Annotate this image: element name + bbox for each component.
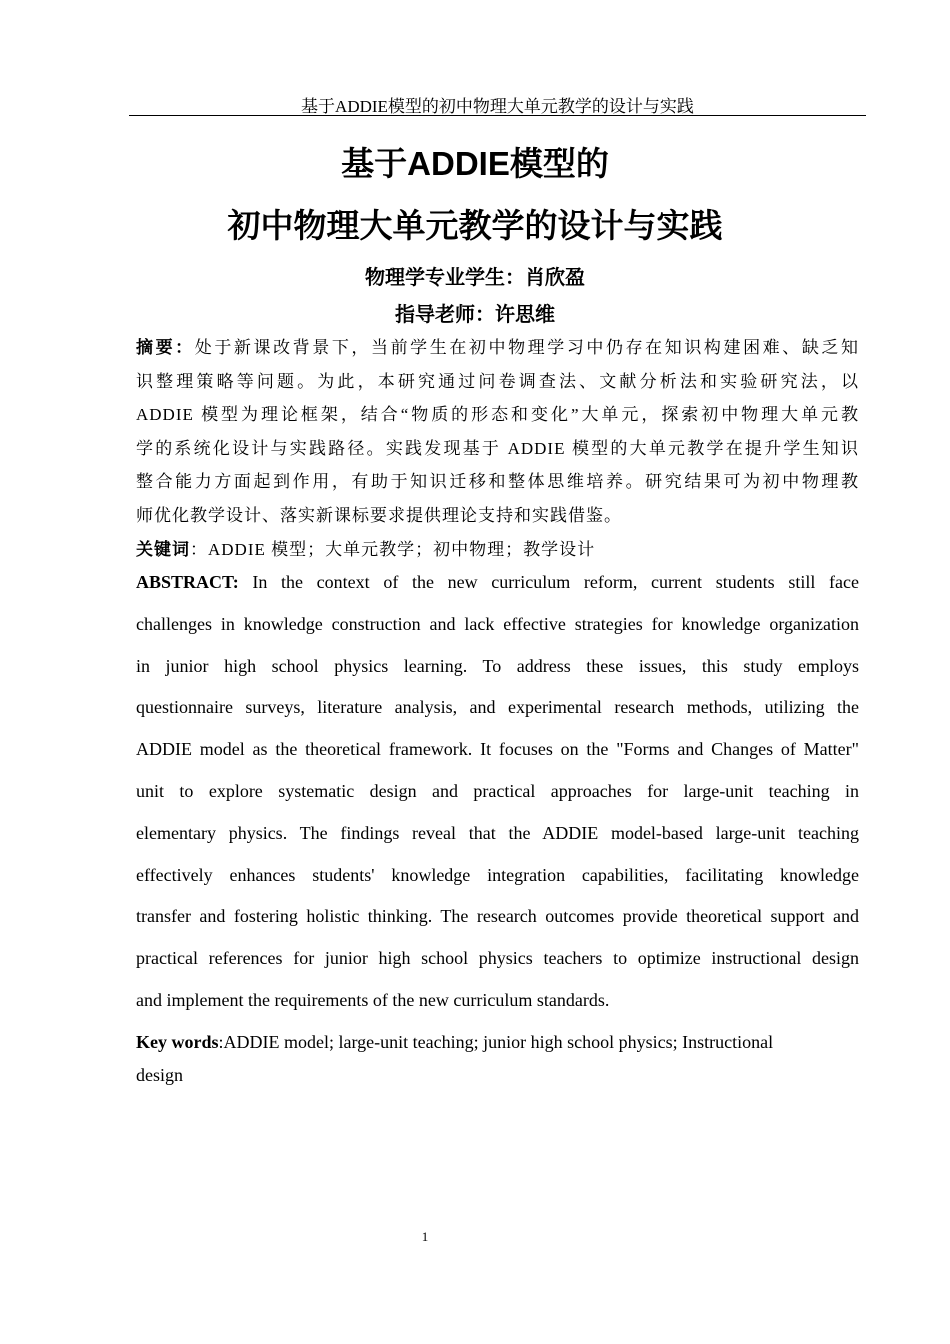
keywords-text: :ADDIE model; large-unit teaching; junior high school physics; Instructional (218, 1032, 774, 1052)
abstract-line: 识整理策略等问题。为此，本研究通过问卷调查法、文献分析法和实验研究法，以 (136, 371, 859, 391)
abstract-label-en: ABSTRACT: (136, 572, 239, 592)
abstract-line: In the context of the new curriculum reform, current students still face (238, 572, 859, 592)
abstract-line: challenges in knowledge construction and lack effective strategies for knowledge organization (136, 613, 859, 634)
title-line-2: 初中物理大单元教学的设计与实践 (227, 207, 723, 244)
abstract-line: 学的系统化设计与实践路径。实践发现基于 ADDIE 模型的大单元教学在提升学生知识 (136, 438, 859, 458)
abstract-line: 师优化教学设计、落实新课标要求提供理论支持和实践借鉴。 (136, 505, 622, 525)
abstract-line: in junior high school physics learning. To address these issues, this study employs (136, 655, 859, 676)
keywords-label: 关键词 (136, 539, 190, 559)
keywords-text: design (136, 1065, 183, 1085)
abstract-label: 摘要： (136, 338, 195, 357)
chinese-abstract (136, 331, 859, 566)
abstract-line: unit to explore systematic design and practical approaches for large-unit teaching in (136, 780, 859, 801)
title-line-1: 基于ADDIE模型的 (341, 145, 609, 182)
header-rule (129, 115, 866, 116)
running-header: 基于ADDIE模型的初中物理大单元教学的设计与实践 (301, 97, 694, 116)
abstract-line: ADDIE model as the theoretical framework. It focuses on the "Forms and Changes of Matter" (136, 739, 859, 760)
english-abstract (136, 562, 859, 1022)
abstract-line: 整合能力方面起到作用，有助于知识迁移和整体思维培养。研究结果可为初中物理教 (136, 472, 859, 492)
abstract-line: transfer and fostering holistic thinking. The research outcomes provide theoretical support and (136, 906, 859, 927)
abstract-line: effectively enhances students' knowledge integration capabilities, facilitating knowledge (136, 864, 859, 885)
english-keywords (136, 1026, 859, 1092)
abstract-line: elementary physics. The findings reveal that the ADDIE model-based large-unit teaching (136, 822, 859, 843)
author: 物理学专业学生：肖欣盈 (365, 267, 585, 289)
abstract-line: ADDIE 模型为理论框架，结合“物质的形态和变化”大单元，探索初中物理大单元教 (136, 405, 859, 425)
keywords-text: ：ADDIE 模型；大单元教学；初中物理；教学设计 (190, 539, 596, 559)
abstract-line: practical references for junior high school physics teachers to optimize instructional design (136, 948, 859, 969)
page-number: 1 (421, 1229, 429, 1244)
abstract-line: and implement the requirements of the new curriculum standards. (136, 989, 610, 1010)
abstract-line: 处于新课改背景下，当前学生在初中物理学习中仍存在知识构建困难、缺乏知 (194, 338, 859, 357)
advisor: 指导老师：许思维 (395, 304, 555, 326)
keywords-label-en: Key words (136, 1032, 219, 1052)
abstract-line: questionnaire surveys, literature analysis, and experimental research methods, utilizing the (136, 697, 859, 718)
